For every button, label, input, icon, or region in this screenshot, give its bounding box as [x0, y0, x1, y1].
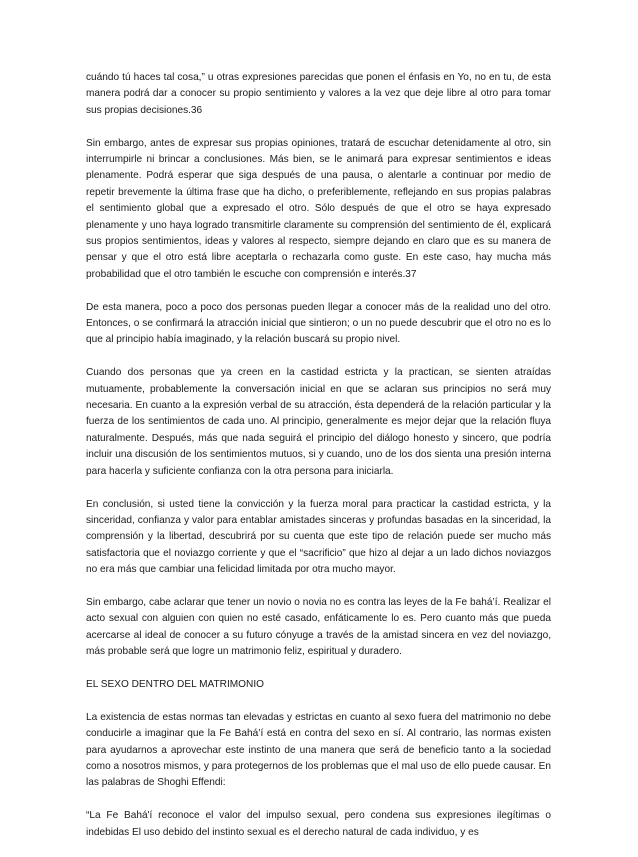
section-heading: EL SEXO DENTRO DEL MATRIMONIO	[86, 678, 264, 690]
document-page	[86, 70, 551, 857]
paragraph-2: Sin embargo, antes de expresar sus propias opiniones, tratará de escuchar detenidamente al otro, sin interrumpirle ni brincar a conclusiones. Más bien, se le animará para expresar sentimientos e ideas plenamente. Podrá esperar que siga después de una pausa, o alentarle a continuar por medio de repetir brevemente la última frase que ha dicho, o preferiblemente, reflejando en sus propias palabras el sentimiento global que a expresado el otro. Sólo después de que el otro se haya expresado plenamente y uno haya logrado transmitirle claramente su comprensión del sentimiento de él, explicará sus propios sentimientos, ideas y valores al respecto, siempre dejando en claro que es su manera de pensar y que el otro está libre aceptarla o rechazarla como guste. En este caso, hay mucha más probabilidad que el otro también le escuche con comprensión e interés.37	[86, 137, 551, 280]
paragraph-7: La existencia de estas normas tan elevadas y estrictas en cuanto al sexo fuera del matrimonio no debe conducirle a imaginar que la Fe Bahá’í está en contra del sexo en sí. Al contrario, las normas existen para ayudarnos a aprovechar este instinto de una manera que será de beneficio tanto a la sociedad como a nosotros mismos, y para protegernos de los problemas que el mal uso de ello puede causar. En las palabras de Shoghi Effendi:	[86, 711, 551, 789]
paragraph-6: Sin embargo, cabe aclarar que tener un novio o novia no es contra las leyes de la Fe bahá’í. Realizar el acto sexual con alguien con quien no esté casado, enfáticamente lo es. Pero cuanto más que pueda acercarse al ideal de conocer a su futuro cónyuge a través de la amistad sincera en vez del noviazgo, más probable será que logre un matrimonio feliz, espiritual y duradero.	[86, 596, 551, 658]
paragraph-4: Cuando dos personas que ya creen en la castidad estricta y la practican, se sienten atraídas mutuamente, probablemente la conversación inicial en que se aclaran sus principios no será muy necesaria. En cuanto a la expresión verbal de su atracción, ésta dependerá de la relación particular y la fuerza de los sentimientos de cada uno. Al principio, generalmente es mejor dejar que la relación fluya naturalmente. Después, más que nada seguirá el principio del diálogo honesto y sincero, que podría incluir una discusión de los sentimientos mutuos, si y cuando, uno de los dos sienta una presión interna para hacerla y suficiente confianza con la otra persona para iniciarla.	[86, 367, 551, 477]
paragraph-1: cuándo tú haces tal cosa,” u otras expresiones parecidas que ponen el énfasis en Yo, no en tu, de esta manera podrá dar a conocer su propio sentimiento y valores a la vez que deje libre al otro para tomar sus propias decisiones.36	[86, 72, 551, 116]
paragraph-8: “La Fe Bahá'í reconoce el valor del impulso sexual, pero condena sus expresiones ilegítimas o indebidas El uso debido del instinto sexual es el derecho natural de cada individuo, y es	[86, 810, 551, 838]
paragraph-5: En conclusión, si usted tiene la convicción y la fuerza moral para practicar la castidad estricta, y la sinceridad, confianza y valor para entablar amistades sinceras y profundas basadas en la sinceridad, la comprensión y la libertad, descubrirá por su cuenta que este tipo de relación puede ser mucho más satisfactoria que el noviazgo corriente y que el “sacrificio” que hizo al dejar a un lado dichos noviazgos no era más que cambiar una felicidad limitada por otra mucho mayor.	[86, 498, 551, 576]
paragraph-3: De esta manera, poco a poco dos personas pueden llegar a conocer más de la realidad uno del otro. Entonces, o se confirmará la atracción inicial que sintieron; o un no puede descubrir que el otro no es lo que al principio había imaginado, y la relación buscará su propio nivel.	[86, 301, 551, 346]
